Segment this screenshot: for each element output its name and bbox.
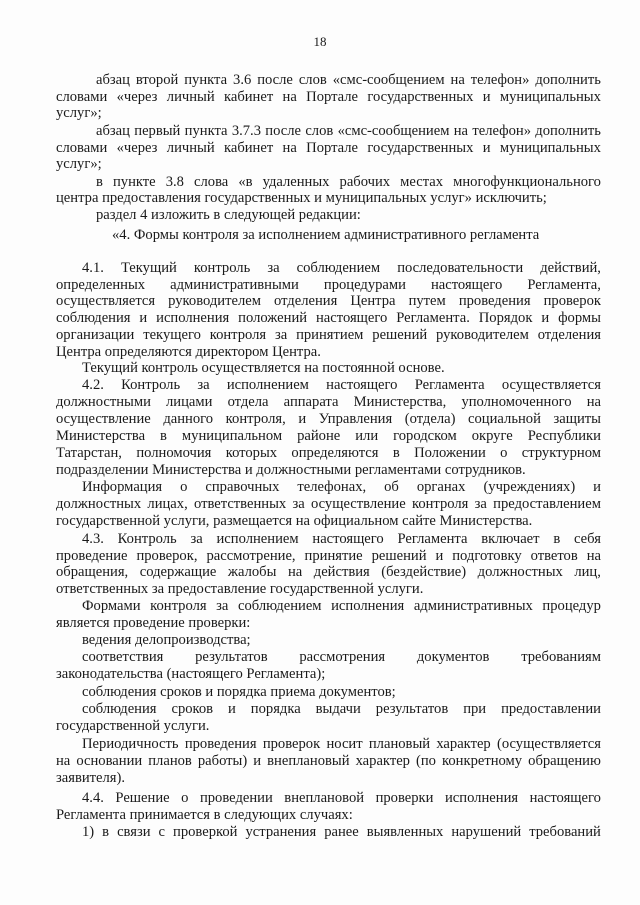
text-line: осуществление данного контроля, и Управления (отдела) социальной защиты — [56, 411, 601, 427]
text-line: Регламента принимается в следующих случаях: — [56, 807, 353, 823]
text-line: является проведение проверки: — [56, 615, 251, 631]
text-line: проведение проверок, рассмотрение, принятие решений и подготовку ответов на — [56, 548, 601, 564]
text-line: абзац второй пункта 3.6 после слов «смс-сообщением на телефон» дополнить — [96, 72, 601, 88]
text-line: услуг»; — [56, 156, 102, 172]
text-line: раздел 4 изложить в следующей редакции: — [96, 207, 361, 223]
text-line: Татарстан, полномочия которых определяются в Положении о структурном — [56, 445, 601, 461]
text-line: государственной услуги. — [56, 718, 210, 734]
text-line: соответствия результатов рассмотрения документов требованиям — [82, 649, 601, 665]
text-line: осуществляется руководителем отделения Центра путем проведения проверок — [56, 293, 601, 309]
text-line: в пункте 3.8 слова «в удаленных рабочих местах многофункционального — [96, 174, 601, 190]
text-line: услуг»; — [56, 105, 102, 121]
text-line: Текущий контроль осуществляется на постоянной основе. — [82, 360, 445, 376]
text-line: соблюдения и исполнения положений настоящего Регламента. Порядок и формы — [56, 310, 601, 326]
text-line: 1) в связи с проверкой устранения ранее выявленных нарушений требований — [82, 824, 601, 840]
text-line: 4.2. Контроль за исполнением настоящего Регламента осуществляется — [82, 377, 601, 393]
text-line: Центра определяются директором Центра. — [56, 344, 321, 360]
text-line: центра предоставления государственных и муниципальных услуг» исключить; — [56, 190, 547, 206]
text-line: должностными лицами отдела аппарата Министерства, уполномоченного на — [56, 394, 601, 410]
text-line: словами «через личный кабинет на Портале государственных и муниципальных — [56, 89, 601, 105]
text-line: «4. Формы контроля за исполнением административного регламента — [112, 227, 540, 243]
page-number: 18 — [313, 34, 327, 49]
text-line: ответственных за предоставление государственной услуги. — [56, 581, 424, 597]
text-line: соблюдения сроков и порядка приема документов; — [82, 684, 396, 700]
text-line: на основании планов работы) и внеплановый характер (по конкретному обращению — [56, 753, 601, 769]
text-line: Информация о справочных телефонах, об органах (учреждениях) и — [82, 479, 601, 495]
text-line: 4.1. Текущий контроль за соблюдением последовательности действий, — [82, 260, 601, 276]
text-line: 4.4. Решение о проведении внеплановой проверки исполнения настоящего — [82, 790, 601, 806]
text-line: государственной услуги, размещается на официальном сайте Министерства. — [56, 513, 533, 529]
text-line: законодательства (настоящего Регламента); — [56, 666, 326, 682]
text-line: абзац первый пункта 3.7.3 после слов «смс-сообщением на телефон» дополнить — [96, 123, 601, 139]
text-line: 4.3. Контроль за исполнением настоящего Регламента включает в себя — [82, 531, 601, 547]
text-line: заявителя). — [56, 770, 126, 786]
text-line: определенных административными процедурами настоящего Регламента, — [56, 277, 601, 293]
text-line: Периодичность проведения проверок носит плановый характер (осуществляется — [82, 736, 601, 752]
text-line: подразделении Министерства и должностными регламентами сотрудников. — [56, 462, 526, 478]
text-line: Министерства в муниципальном районе или городском округе Республики — [56, 428, 601, 444]
text-line: ведения делопроизводства; — [82, 632, 251, 648]
text-line: обращения, содержащие жалобы на действия (бездействие) должностных лиц, — [56, 564, 601, 580]
text-line: словами «через личный кабинет на Портале государственных и муниципальных — [56, 140, 601, 156]
text-line: соблюдения сроков и порядка выдачи результатов при предоставлении — [82, 701, 601, 717]
text-line: организации текущего контроля за принятием решений руководителем отделения — [56, 327, 601, 343]
text-line: Формами контроля за соблюдением исполнения административных процедур — [82, 598, 601, 614]
text-line: должностных лицах, ответственных за осуществление контроля за предоставлением — [56, 496, 601, 512]
